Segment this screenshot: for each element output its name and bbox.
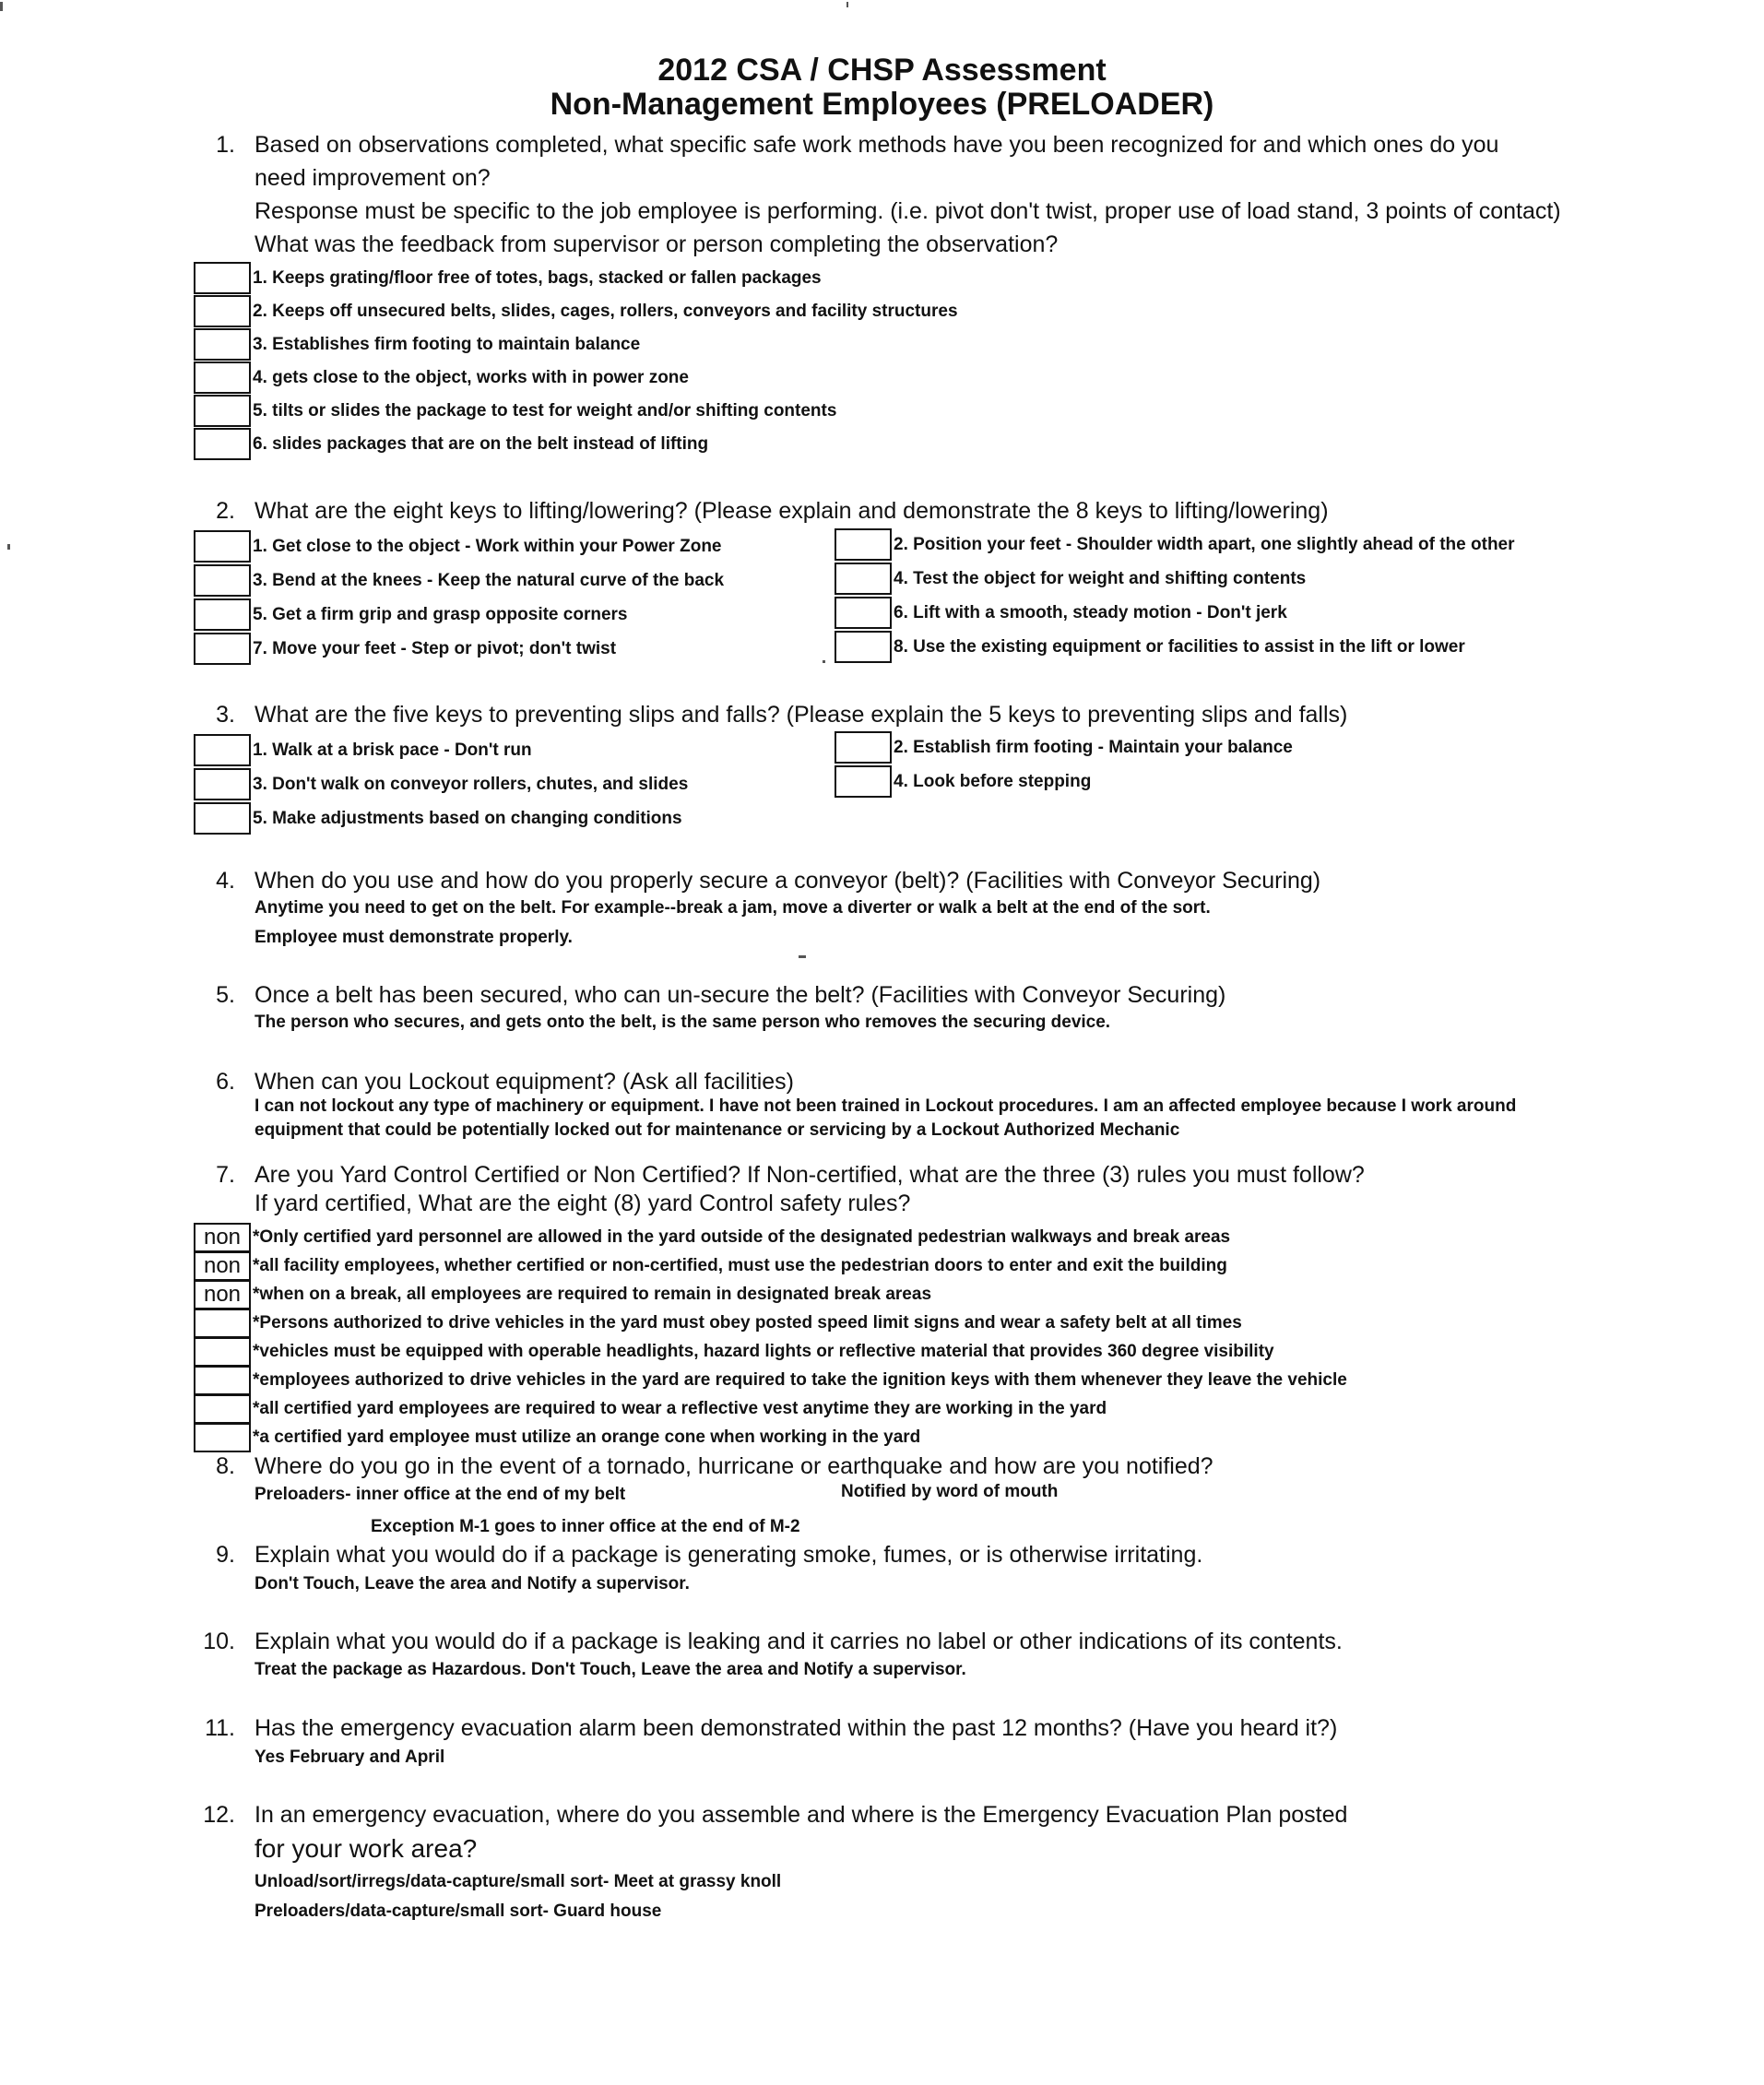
checklist-item [835, 596, 1287, 630]
question-text: Has the emergency evacuation alarm been demonstrated within the past 12 months? (Have you heard it?) [255, 1715, 1338, 1741]
checklist-item [194, 801, 682, 835]
checkbox[interactable] [194, 1337, 251, 1367]
page-title: 2012 CSA / CHSP Assessment [657, 53, 1107, 88]
checkbox[interactable] [194, 564, 251, 597]
checklist-label: *vehicles must be equipped with operable headlights, hazard lights or reflective material that provides 360 degree visibility [253, 1342, 1274, 1361]
checklist-label: *Persons authorized to drive vehicles in the yard must obey posted speed limit signs and wear a safety belt at all times [253, 1313, 1242, 1333]
checklist-label: 8. Use the existing equipment or facilities to assist in the lift or lower [894, 636, 1465, 657]
checklist-item [194, 394, 836, 428]
answer-text: Preloaders/data-capture/small sort- Guard house [255, 1901, 662, 1921]
checklist-label: 1. Get close to the object - Work within your Power Zone [253, 536, 722, 556]
question-text: Once a belt has been secured, who can un-secure the belt? (Facilities with Conveyor Securing) [255, 982, 1226, 1008]
question-text: Explain what you would do if a package is leaking and it carries no label or other indications of its contents. [255, 1629, 1343, 1654]
question-number: 5. [216, 982, 235, 1008]
question-text: Are you Yard Control Certified or Non Certified? If Non-certified, what are the three (3) rules you must follow? [255, 1162, 1365, 1188]
answer-text: equipment that could be potentially locked out for maintenance or servicing by a Lockout Authorized Mechanic [255, 1120, 1180, 1140]
question-text: What are the eight keys to lifting/lowering? (Please explain and demonstrate the 8 keys to lifting/lowering) [255, 498, 1329, 524]
checklist-label: 2. Keeps off unsecured belts, slides, cages, rollers, conveyors and facility structures [253, 301, 958, 321]
question-text: What was the feedback from supervisor or person completing the observation? [255, 231, 1059, 257]
checklist-item [194, 598, 627, 632]
checklist-label: 4. Test the object for weight and shifting contents [894, 568, 1307, 588]
checklist-label: 4. gets close to the object, works with in power zone [253, 367, 689, 387]
checkbox[interactable] [194, 361, 251, 394]
checklist-label: 5. Make adjustments based on changing conditions [253, 808, 682, 828]
answer-text: Preloaders- inner office at the end of my belt [255, 1485, 626, 1504]
checklist-item [835, 730, 1293, 764]
checkbox[interactable] [194, 428, 251, 460]
answer-text: Treat the package as Hazardous. Don't Touch, Leave the area and Notify a supervisor. [255, 1660, 966, 1679]
checklist-label: 1. Walk at a brisk pace - Don't run [253, 740, 532, 760]
checklist-label: 6. slides packages that are on the belt instead of lifting [253, 433, 709, 454]
checklist-item [835, 562, 1306, 596]
checkbox[interactable] [194, 1366, 251, 1395]
question-text: for your work area? [255, 1834, 478, 1863]
checklist-label: *all facility employees, whether certified or non-certified, must use the pedestrian doors to enter and exit the building [253, 1256, 1227, 1275]
checkbox[interactable] [194, 802, 251, 835]
checkbox[interactable] [194, 1423, 251, 1452]
question-text: Where do you go in the event of a tornado, hurricane or earthquake and how are you notified? [255, 1453, 1213, 1479]
page-subtitle: Non-Management Employees (PRELOADER) [550, 87, 1214, 122]
checkbox[interactable]: non [194, 1223, 251, 1252]
checklist-item [194, 1423, 920, 1452]
checkbox[interactable] [835, 597, 892, 629]
checklist-label: 5. Get a firm grip and grasp opposite corners [253, 604, 628, 624]
checklist-item [194, 529, 722, 563]
checklist-item [194, 261, 822, 295]
answer-text: Yes February and April [255, 1747, 445, 1767]
question-text: In an emergency evacuation, where do you assemble and where is the Emergency Evacuation Plan posted [255, 1802, 1348, 1828]
question-number: 10. [203, 1629, 235, 1654]
checkbox[interactable] [835, 528, 892, 561]
answer-text: Unload/sort/irregs/data-capture/small sort- Meet at grassy knoll [255, 1872, 782, 1891]
checklist-item [194, 733, 532, 767]
checklist-item [194, 1394, 1107, 1424]
checklist-item [194, 1309, 1242, 1338]
scan-mark [823, 660, 825, 663]
answer-text: Anytime you need to get on the belt. For example--break a jam, move a diverter or walk a belt at the end of the sort. [255, 898, 1211, 918]
checklist-label: *employees authorized to drive vehicles in the yard are required to take the ignition keys with them whenever they leave the vehicle [253, 1370, 1347, 1390]
checklist-item [194, 327, 640, 361]
scan-mark [7, 544, 10, 550]
scan-mark [846, 2, 848, 7]
checklist-item [194, 1251, 1227, 1281]
checklist-label: 2. Position your feet - Shoulder width apart, one slightly ahead of the other [894, 534, 1515, 554]
scan-mark [0, 2, 3, 11]
checkbox[interactable] [194, 262, 251, 294]
question-text: When do you use and how do you properly secure a conveyor (belt)? (Facilities with Conveyor Securing) [255, 868, 1321, 894]
checklist-item [194, 1337, 1274, 1367]
checklist-label: 2. Establish firm footing - Maintain your balance [894, 737, 1293, 757]
question-number: 3. [216, 702, 235, 728]
question-text: Response must be specific to the job employee is performing. (i.e. pivot don't twist, proper use of load stand, 3 points of contact) [255, 198, 1561, 224]
checklist-item [194, 563, 724, 598]
checklist-label: 3. Don't walk on conveyor rollers, chutes, and slides [253, 774, 689, 794]
checkbox[interactable] [194, 1309, 251, 1338]
question-text: Explain what you would do if a package is generating smoke, fumes, or is otherwise irritating. [255, 1542, 1203, 1568]
checklist-label: 3. Establishes firm footing to maintain balance [253, 334, 641, 354]
checklist-label: 4. Look before stepping [894, 771, 1092, 791]
answer-text: Employee must demonstrate properly. [255, 928, 573, 947]
checklist-label: *a certified yard employee must utilize an orange cone when working in the yard [253, 1428, 921, 1447]
question-number: 7. [216, 1162, 235, 1188]
checklist-item [194, 361, 689, 395]
checklist-item [835, 630, 1465, 664]
checklist-item [194, 1366, 1347, 1395]
checklist-label: *when on a break, all employees are required to remain in designated break areas [253, 1285, 932, 1304]
checkbox[interactable] [194, 395, 251, 427]
answer-text: Don't Touch, Leave the area and Notify a supervisor. [255, 1574, 690, 1593]
scan-mark [799, 955, 806, 958]
checkbox[interactable] [194, 295, 251, 327]
answer-text: Exception M-1 goes to inner office at the end of M-2 [371, 1517, 800, 1536]
checkbox[interactable] [194, 530, 251, 563]
question-number: 2. [216, 498, 235, 524]
checkbox[interactable] [835, 563, 892, 595]
checklist-label: 6. Lift with a smooth, steady motion - Don't jerk [894, 602, 1287, 622]
checklist-item [835, 527, 1515, 562]
question-text: What are the five keys to preventing slips and falls? (Please explain the 5 keys to preventing slips and falls) [255, 702, 1348, 728]
checklist-label: *Only certified yard personnel are allowed in the yard outside of the designated pedestrian walkways and break areas [253, 1227, 1231, 1247]
checkbox[interactable] [835, 631, 892, 663]
question-number: 6. [216, 1069, 235, 1095]
question-number: 1. [216, 132, 235, 158]
question-text: Based on observations completed, what specific safe work methods have you been recognized for and which ones do you [255, 132, 1499, 158]
checklist-item [194, 767, 688, 801]
question-text: If yard certified, What are the eight (8) yard Control safety rules? [255, 1191, 911, 1216]
checklist-item [194, 1280, 931, 1309]
answer-text: I can not lockout any type of machinery or equipment. I have not been trained in Lockout procedures. I am an affected employee because I work around [255, 1096, 1517, 1116]
checkbox[interactable]: non [194, 1251, 251, 1281]
checkbox[interactable] [835, 731, 892, 764]
checkbox[interactable] [194, 598, 251, 631]
question-number: 8. [216, 1453, 235, 1479]
checkbox[interactable] [194, 633, 251, 665]
checklist-label: 5. tilts or slides the package to test for weight and/or shifting contents [253, 400, 837, 421]
checkbox[interactable] [194, 1394, 251, 1424]
checklist-label: 3. Bend at the knees - Keep the natural curve of the back [253, 570, 725, 590]
answer-text: Notified by word of mouth [841, 1482, 1059, 1501]
checkbox[interactable]: non [194, 1280, 251, 1309]
checklist-item [835, 764, 1091, 799]
checkbox[interactable] [194, 768, 251, 800]
checkbox[interactable] [194, 328, 251, 361]
question-text: When can you Lockout equipment? (Ask all facilities) [255, 1069, 795, 1095]
checklist-label: 1. Keeps grating/floor free of totes, bags, stacked or fallen packages [253, 267, 822, 288]
checkbox[interactable] [194, 734, 251, 766]
question-text: need improvement on? [255, 165, 491, 191]
checklist-item [194, 632, 616, 666]
question-number: 4. [216, 868, 235, 894]
question-number: 12. [203, 1802, 235, 1828]
checklist-item [194, 294, 958, 328]
checklist-item [194, 427, 708, 461]
checklist-item [194, 1223, 1230, 1252]
answer-text: The person who secures, and gets onto the belt, is the same person who removes the securing device. [255, 1013, 1111, 1032]
checkbox[interactable] [835, 765, 892, 798]
checklist-label: *all certified yard employees are required to wear a reflective vest anytime they are working in the yard [253, 1399, 1107, 1418]
checklist-label: 7. Move your feet - Step or pivot; don't twist [253, 638, 617, 658]
question-number: 11. [205, 1715, 235, 1741]
question-number: 9. [216, 1542, 235, 1568]
